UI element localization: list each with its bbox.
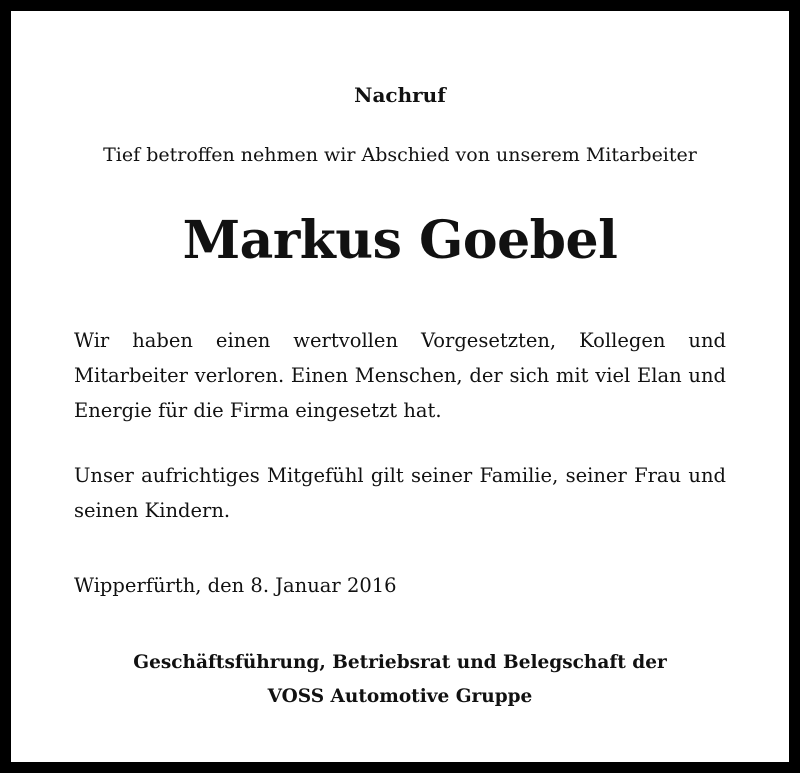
signature-block [11, 646, 789, 714]
deceased-name: Markus Goebel [182, 210, 618, 271]
condolence-paragraph: Unser aufrichtiges Mitgefühl gilt seiner Familie, seiner Frau und seinen Kindern. [74, 464, 726, 522]
notice-heading: Nachruf [354, 83, 446, 107]
signature-line: Geschäftsführung, Betriebsrat und Belegschaft der [133, 652, 667, 673]
intro-line: Tief betroffen nehmen wir Abschied von unserem Mitarbeiter [103, 144, 697, 166]
place-and-date: Wipperfürth, den 8. Januar 2016 [74, 574, 397, 597]
company-name: VOSS Automotive Gruppe [267, 686, 533, 707]
tribute-paragraph: Wir haben einen wertvollen Vorgesetzten, Kollegen und Mitarbeiter verloren. Einen Menschen, der sich mit viel Elan und Energie für die Firma eingesetzt hat. [74, 329, 726, 422]
